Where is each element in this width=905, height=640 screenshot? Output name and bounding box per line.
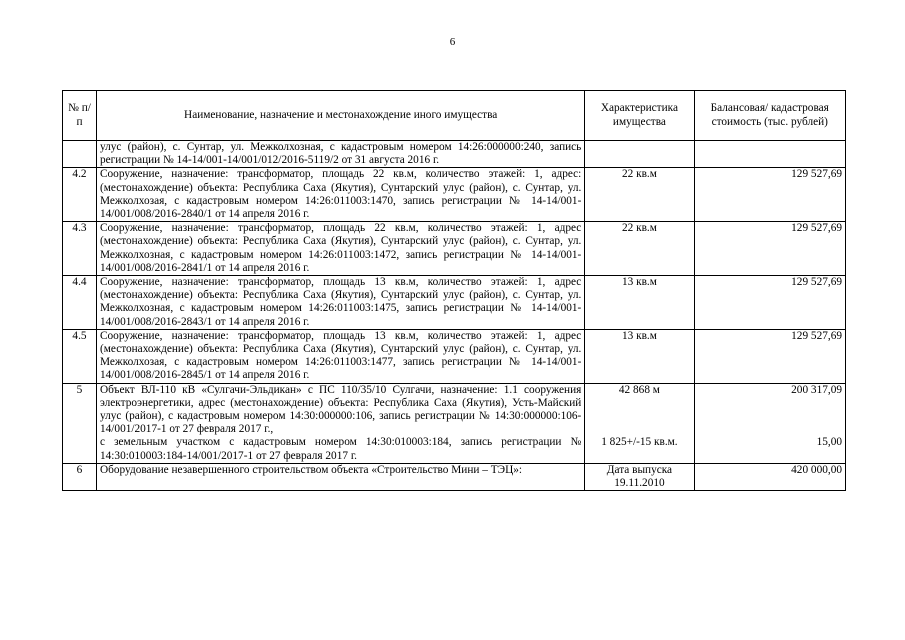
row-description-land: с земельным участком с кадастровым номером 14:30:010003:184, запись регистрации № 14:30:010003:184-14/001/2017-1 от 27 февраля 2017 г. xyxy=(99,436,582,462)
table-row xyxy=(63,168,846,222)
row-cost: 129 527,69 xyxy=(694,168,845,222)
row-num: 6 xyxy=(63,463,97,490)
row-description: Сооружение, назначение: трансформатор, площадь 13 кв.м, количество этажей: 1, адрес (местонахождение) объекта: Республика Саха (Якутия), Сунтарский улус (район), с. Сунтар, ул. Межколхозная, с кадастровым номером 14:26:011003:1475, запись регистрации № 14-14/001-14/001/008/2016-2843/1 от 14 апреля 2016 г. xyxy=(96,276,584,330)
row-characteristic: 13 кв.м xyxy=(585,329,694,383)
row-cost-land: 15,00 xyxy=(816,435,842,448)
row-num: 4.2 xyxy=(63,168,97,222)
row-characteristic: 22 кв.м xyxy=(585,222,694,276)
table-row xyxy=(63,222,846,276)
row-cost xyxy=(694,383,845,463)
header-characteristic: Характеристика имущества xyxy=(585,91,694,141)
row-description: улус (район), с. Сунтар, ул. Межколхозная, с кадастровым номером 14:26:000000:240, запись регистрации № 14-14/001-14/001/012/2016-5119/2 от 31 августа 2016 г. xyxy=(96,141,584,168)
row-num: 4.3 xyxy=(63,222,97,276)
property-table xyxy=(62,90,846,491)
header-cost: Балансовая/ кадастровая стоимость (тыс. рублей) xyxy=(694,91,845,141)
row-description: Сооружение, назначение: трансформатор, площадь 22 кв.м, количество этажей: 1, адрес (местонахождение) объекта: Республика Саха (Якутия), Сунтарский улус (район), с. Сунтар, ул. Межколхозная, с кадастровым номером 14:26:011003:1472, запись регистрации № 14-14/001-14/001/008/2016-2841/1 от 14 апреля 2016 г. xyxy=(96,222,584,276)
page-number: 6 xyxy=(449,36,456,48)
row-description xyxy=(96,383,584,463)
row-cost: 129 527,69 xyxy=(694,276,845,330)
table-row xyxy=(63,141,846,168)
row-characteristic: 13 кв.м xyxy=(585,276,694,330)
row-num xyxy=(63,141,97,168)
table-row xyxy=(63,329,846,383)
row-cost: 129 527,69 xyxy=(694,222,845,276)
table-row xyxy=(63,383,846,463)
table-header-row xyxy=(63,91,846,141)
row-num: 4.4 xyxy=(63,276,97,330)
row-num: 4.5 xyxy=(63,329,97,383)
row-description: Оборудование незавершенного строительством объекта «Строительство Мини – ТЭЦ»: xyxy=(96,463,584,490)
row-cost: 129 527,69 xyxy=(694,329,845,383)
row-num: 5 xyxy=(63,383,97,463)
row-characteristic: 22 кв.м xyxy=(585,168,694,222)
table-row xyxy=(63,276,846,330)
row-description: Сооружение, назначение: трансформатор, площадь 13 кв.м, количество этажей: 1, адрес (местонахождение) объекта: Республика Саха (Якутия), Сунтарский улус (район), с. Сунтар, ул. Межколхозая, с кадастровым номером 14:26:011003:1477, запись регистрации № 14-14/001-14/001/008/2016-2845/1 от 14 апреля 2016 г. xyxy=(96,329,584,383)
row-cost: 420 000,00 xyxy=(694,463,845,490)
header-name: Наименование, назначение и местонахождение иного имущества xyxy=(96,91,584,141)
row-characteristic xyxy=(585,141,694,168)
row-characteristic xyxy=(585,383,694,463)
row-description-part: Объект ВЛ-110 кВ «Сулгачи-Эльдикан» с ПС 110/35/10 Сулгачи, назначение: 1.1 сооружения электроэнергетики, адрес (местонахождение) объекта: Республика Саха (Якутия), Усть-Майский улус (район), с кадастровым номером 14:30:000000:106, запись регистрации № 14:30:000000:106-14/001/2017-1 от 27 февраля 2017 г., xyxy=(99,383,582,436)
table-row xyxy=(63,463,846,490)
row-cost-object: 200 317,09 xyxy=(791,383,842,396)
row-characteristic-area: 1 825+/-15 кв.м. xyxy=(601,435,678,448)
row-description: Сооружение, назначение: трансформатор, площадь 22 кв.м, количество этажей: 1, адрес: (местонахождение) объекта: Республика Саха (Якутия), Сунтарский улус (район), с. Сунтар, ул. Межколхозая, с кадастровым номером 14:26:011003:1470, запись регистрации № 14-14/001-14/001/008/2016-2840/1 от 14 апреля 2016 г. xyxy=(96,168,584,222)
row-characteristic: Дата выпуска 19.11.2010 xyxy=(585,463,694,490)
header-num: № п/п xyxy=(63,91,97,141)
row-cost xyxy=(694,141,845,168)
row-characteristic-length: 42 868 м xyxy=(618,383,660,396)
